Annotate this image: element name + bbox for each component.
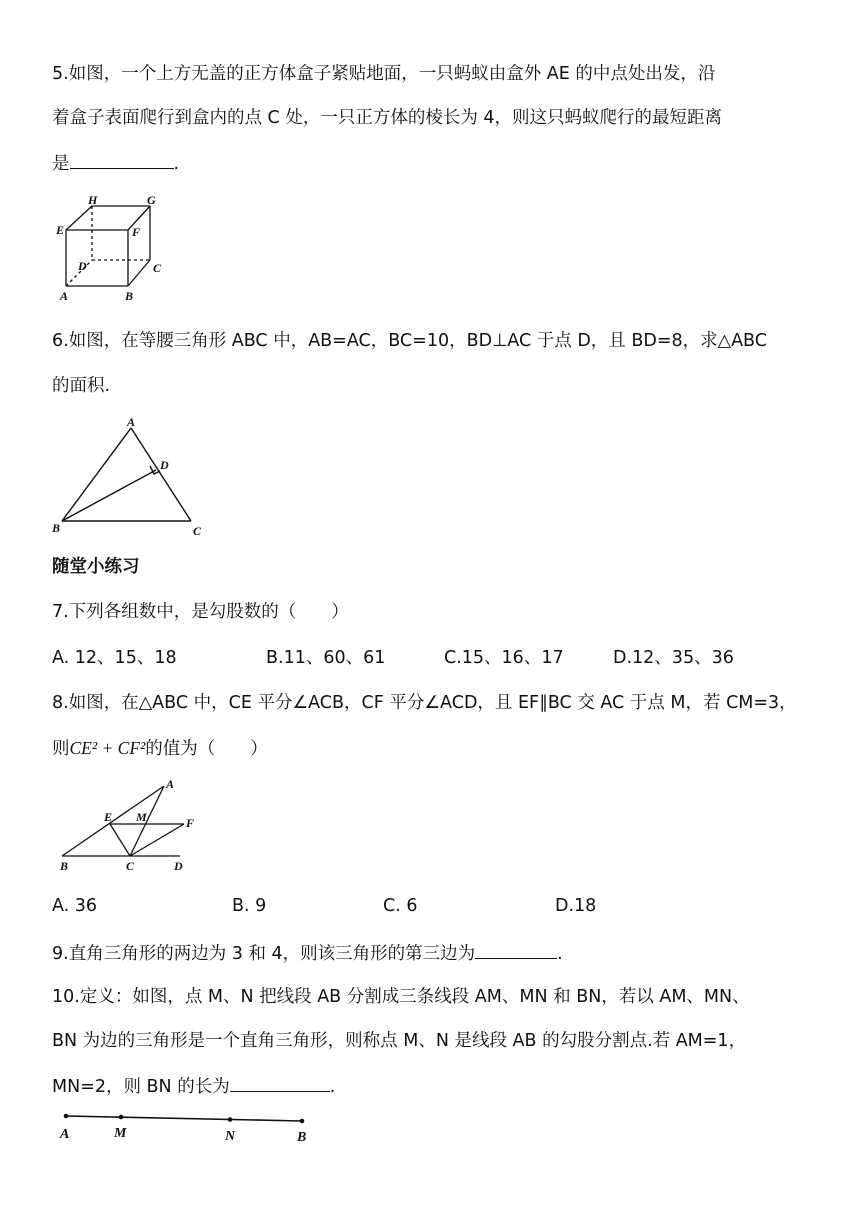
q5-label-E: E bbox=[56, 223, 65, 237]
q8-label-E: E bbox=[104, 810, 113, 824]
q5-line-3 bbox=[52, 150, 179, 176]
q10-label-M: M bbox=[114, 1126, 127, 1141]
q5-label-A: A bbox=[60, 289, 69, 303]
q6-label-C: C bbox=[193, 524, 202, 538]
q10-line-3 bbox=[52, 1073, 335, 1099]
q6-label-B: B bbox=[52, 521, 61, 535]
q8-line-2-prefix: 则 bbox=[52, 739, 70, 759]
q6-line-2: 的面积. bbox=[52, 376, 111, 396]
q8-label-D: D bbox=[174, 859, 183, 873]
q7-stem: 7.下列各组数中，是勾股数的（ ） bbox=[52, 602, 349, 622]
q5-label-D: D bbox=[78, 259, 87, 273]
q5-label-G: G bbox=[147, 193, 156, 207]
q7-option-b[interactable]: B.11、60、61 bbox=[266, 648, 386, 668]
q8-line-1: 8.如图，在△ABC 中，CE 平分∠ACB，CF 平分∠ACD，且 EF∥BC 交 AC 于点 M，若 CM=3， bbox=[52, 693, 797, 713]
q8-label-B: B bbox=[60, 859, 69, 873]
q5-label-F: F bbox=[132, 225, 141, 239]
q8-option-c[interactable]: C. 6 bbox=[383, 896, 418, 916]
q8-label-F: F bbox=[186, 816, 195, 830]
q5-line-3-suffix: . bbox=[173, 154, 180, 174]
q10-line-3-prefix: MN=2，则 BN 的长为 bbox=[52, 1077, 230, 1097]
q8-label-A: A bbox=[166, 777, 175, 791]
q7-option-d[interactable]: D.12、35、36 bbox=[613, 648, 734, 668]
q9-prefix: 9.直角三角形的两边为 3 和 4，则该三角形的第三边为 bbox=[52, 944, 476, 964]
q8-line-2 bbox=[52, 736, 268, 761]
q8-figure bbox=[52, 774, 212, 874]
q8-label-M: M bbox=[136, 810, 147, 824]
q8-option-b[interactable]: B. 9 bbox=[232, 896, 267, 916]
q5-answer-blank[interactable] bbox=[70, 150, 174, 169]
q9-line bbox=[52, 940, 563, 966]
q5-label-C: C bbox=[153, 261, 162, 275]
q8-expression: CE² + CF² bbox=[69, 738, 146, 758]
q8-option-a[interactable]: A. 36 bbox=[52, 896, 98, 916]
q5-line-1: 5.如图，一个上方无盖的正方体盒子紧贴地面，一只蚂蚁由盒外 AE 的中点处出发，沿 bbox=[52, 64, 716, 84]
q7-option-a[interactable]: A. 12、15、18 bbox=[52, 648, 177, 668]
q8-line-2-suffix: 的值为（ ） bbox=[145, 739, 268, 759]
q10-label-N: N bbox=[225, 1129, 236, 1144]
q5-line-3-prefix: 是 bbox=[52, 154, 70, 174]
q5-cube-figure bbox=[52, 192, 172, 304]
section-heading: 随堂小练习 bbox=[52, 557, 140, 577]
q10-label-A: A bbox=[60, 1127, 70, 1142]
q10-line-3-suffix: . bbox=[329, 1077, 336, 1097]
q10-label-B: B bbox=[297, 1130, 307, 1145]
q6-triangle-figure bbox=[52, 412, 212, 538]
q6-label-D: D bbox=[160, 458, 169, 472]
q10-line-2: BN 为边的三角形是一个直角三角形，则称点 M、N 是线段 AB 的勾股分割点.若 AM=1， bbox=[52, 1031, 747, 1051]
q5-line-2: 着盒子表面爬行到盒内的点 C 处，一只正方体的棱长为 4，则这只蚂蚁爬行的最短距离 bbox=[52, 108, 723, 128]
q9-suffix: . bbox=[557, 944, 563, 964]
q5-label-H: H bbox=[88, 193, 98, 207]
q8-label-C: C bbox=[126, 859, 135, 873]
q10-answer-blank[interactable] bbox=[230, 1073, 330, 1092]
q8-option-d[interactable]: D.18 bbox=[555, 896, 597, 916]
q9-answer-blank[interactable] bbox=[475, 940, 557, 959]
q10-segment-figure bbox=[52, 1108, 322, 1148]
q10-line-1: 10.定义：如图，点 M、N 把线段 AB 分割成三条线段 AM、MN 和 BN，若以 AM、MN、 bbox=[52, 987, 750, 1007]
q7-option-c[interactable]: C.15、16、17 bbox=[444, 648, 564, 668]
q6-line-1: 6.如图，在等腰三角形 ABC 中，AB=AC，BC=10，BD⊥AC 于点 D，且 BD=8，求△ABC bbox=[52, 331, 767, 351]
q5-label-B: B bbox=[125, 289, 134, 303]
q6-label-A: A bbox=[127, 415, 136, 429]
